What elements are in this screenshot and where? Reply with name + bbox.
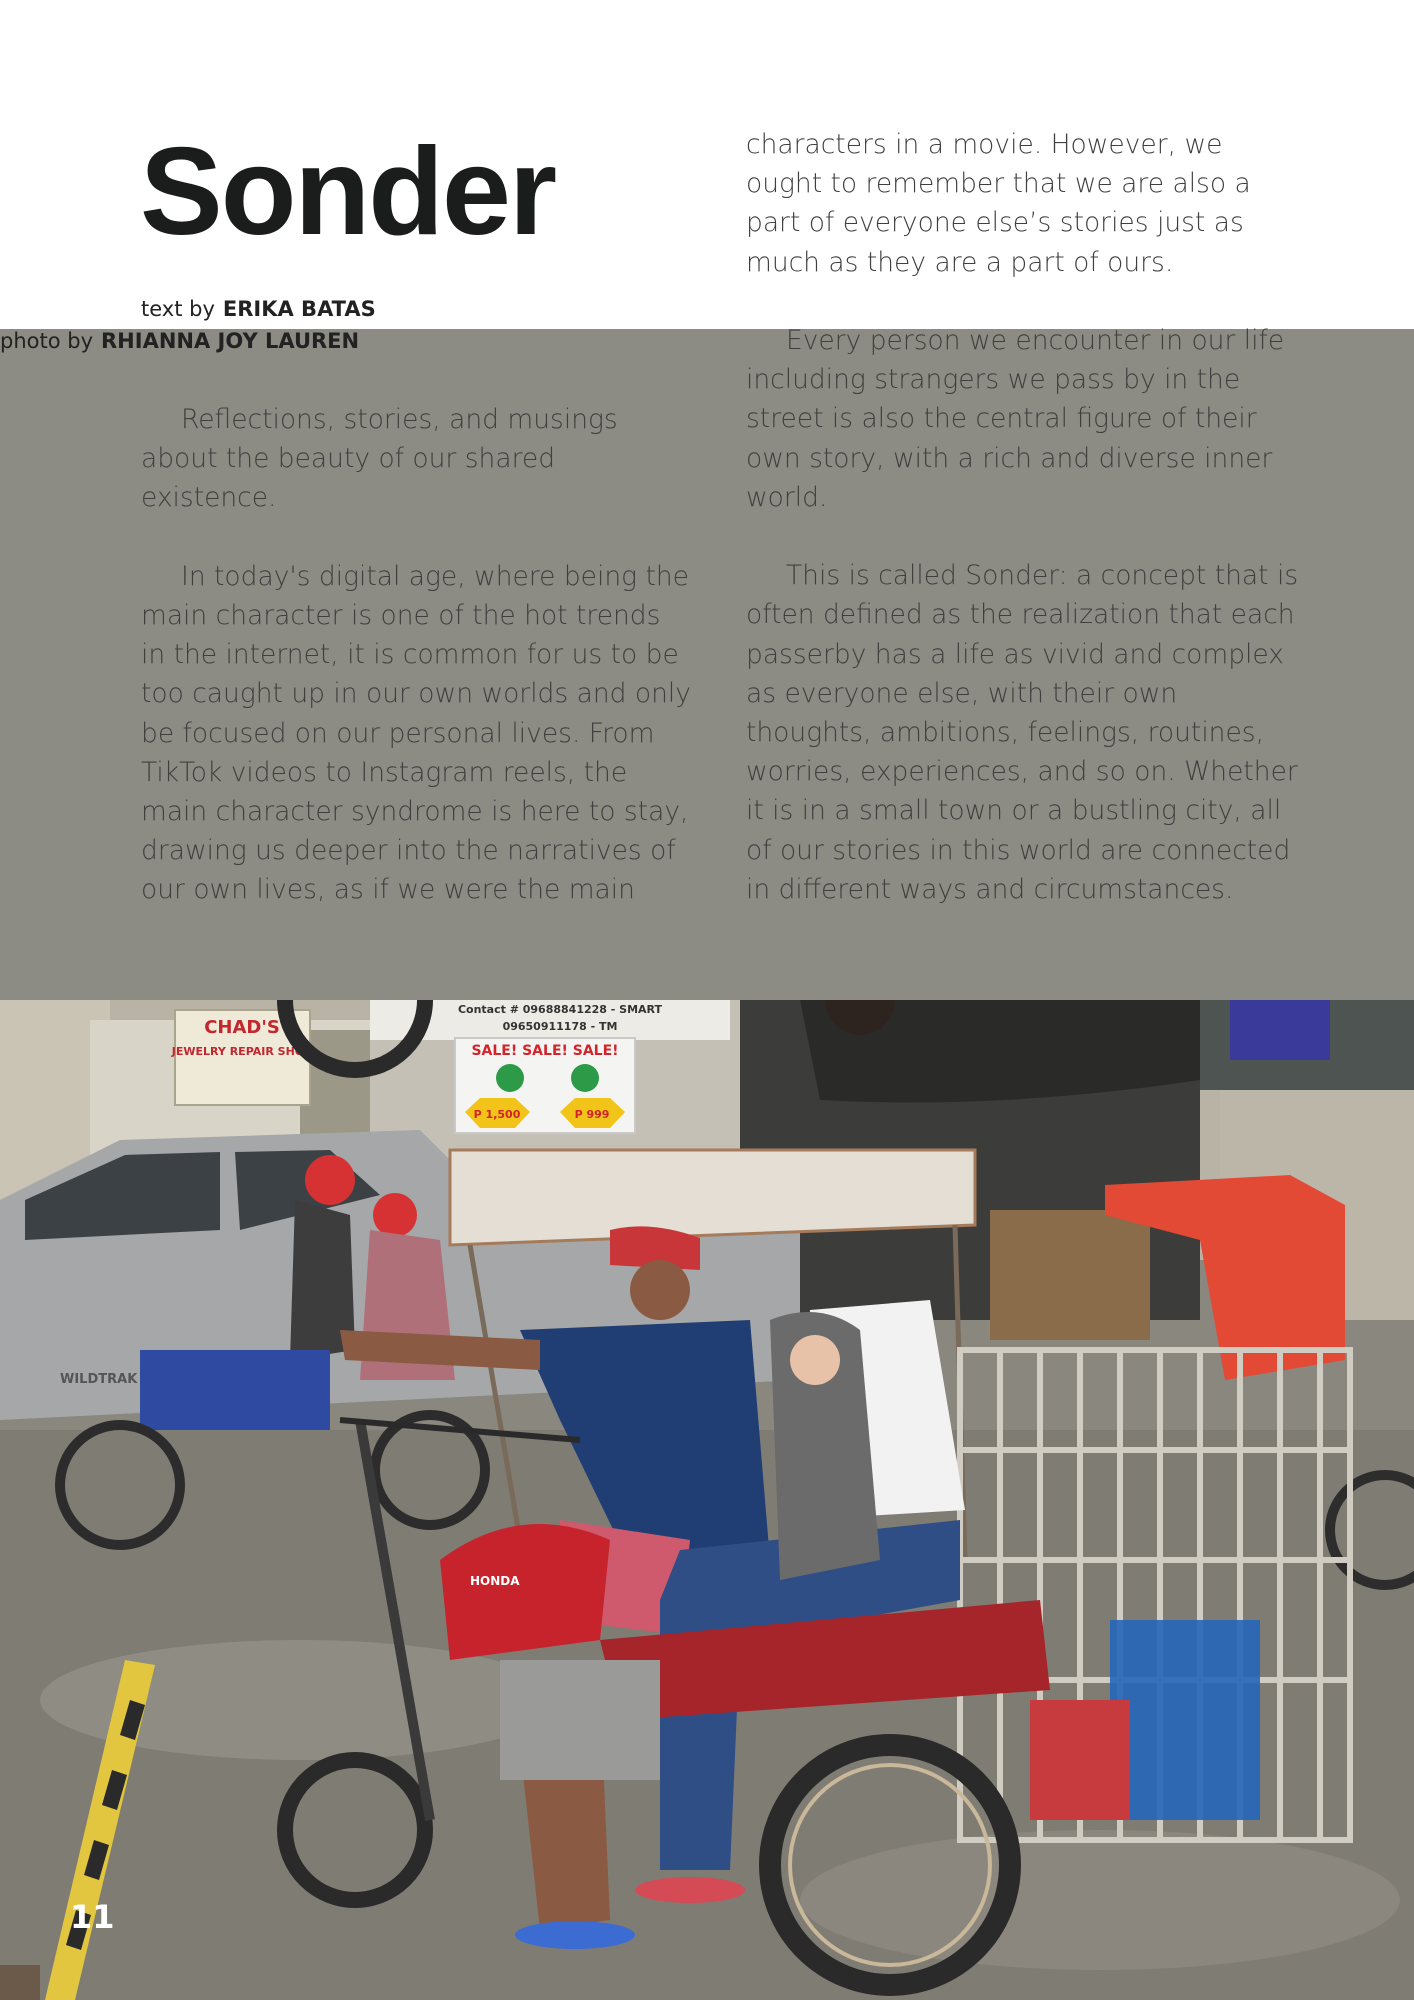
street-scene-illustration — [0, 1000, 1414, 2000]
text-credit-author: ERIKA BATAS — [222, 297, 376, 321]
paragraph-continuation: characters in a movie. However, we ought to remember that we are also a part of everyone else’s stories just as much as they are a part of ours. — [746, 129, 1251, 278]
baby-head — [790, 1335, 840, 1385]
flip-flop — [635, 1877, 745, 1903]
engine — [500, 1660, 660, 1780]
price-tag-2: P 999 — [574, 1108, 610, 1121]
contact-sign-line2: 09650911178 - TM — [502, 1020, 618, 1033]
sale-sign-headline: SALE! SALE! SALE! — [471, 1043, 619, 1059]
dish-icon — [496, 1064, 524, 1092]
jewelry-sign-desc: JEWELRY REPAIR SHOP — [171, 1045, 313, 1058]
photo-credit-author: RHIANNA JOY LAUREN — [101, 329, 360, 353]
tricycle-panel — [1230, 1000, 1330, 1060]
price-tag-1: P 1,500 — [473, 1108, 521, 1121]
truck-badge: WILDTRAK — [60, 1372, 138, 1387]
text-credit — [141, 297, 376, 321]
red-fuel-tank — [440, 1524, 610, 1660]
photo-credit-label: photo by — [0, 329, 94, 353]
article-title: Sonder — [140, 123, 556, 261]
paragraph-every-person: Every person we encounter in our life including strangers we pass by in the street is also the central figure of their own story, with a rich and diverse inner world. — [746, 325, 1285, 513]
page-number: 11 — [70, 1898, 115, 1936]
jewelry-sign-name: CHAD'S — [204, 1017, 280, 1038]
blue-bag — [1110, 1620, 1260, 1820]
paragraph-intro: Reflections, stories, and musings about the beauty of our shared existence. — [141, 404, 618, 514]
street-photo — [0, 1000, 1414, 2000]
wood-scrap — [0, 1965, 40, 2000]
helmet — [373, 1193, 417, 1237]
red-bag — [1030, 1700, 1130, 1820]
blue-motorcycle — [140, 1350, 330, 1430]
bike-brand: HONDA — [470, 1574, 520, 1588]
text-credit-label: text by — [141, 297, 215, 321]
paragraph-sonder-definition: This is called Sonder: a concept that is often defined as the realization that each passerby has a life as vivid and complex as everyone else, with their own thoughts, ambitions, feelings, routines, worries, experiences, and so on. Whether it is in a small town or a bustling city, all of our stories in this world are connected in different ways and circumstances. — [746, 560, 1299, 905]
helmet — [305, 1155, 355, 1205]
road-patch — [800, 1830, 1400, 1970]
wooden-crate — [990, 1210, 1150, 1340]
article-column-right — [746, 125, 1301, 948]
contact-sign-line1: Contact # 09688841228 - SMART — [457, 1003, 663, 1016]
flip-flop — [515, 1921, 635, 1949]
dish-icon — [571, 1064, 599, 1092]
rider-head — [630, 1260, 690, 1320]
paragraph-digital-age: In today's digital age, where being the main character is one of the hot trends in the internet, it is common for us to be too caught up in our own worlds and only be focused on our personal lives. From TikTok videos to Instagram reels, the main character syndrome is here to stay, drawing us deeper into the narratives of our own lives, as if we were the main — [141, 560, 691, 906]
article-column-left — [141, 400, 691, 949]
